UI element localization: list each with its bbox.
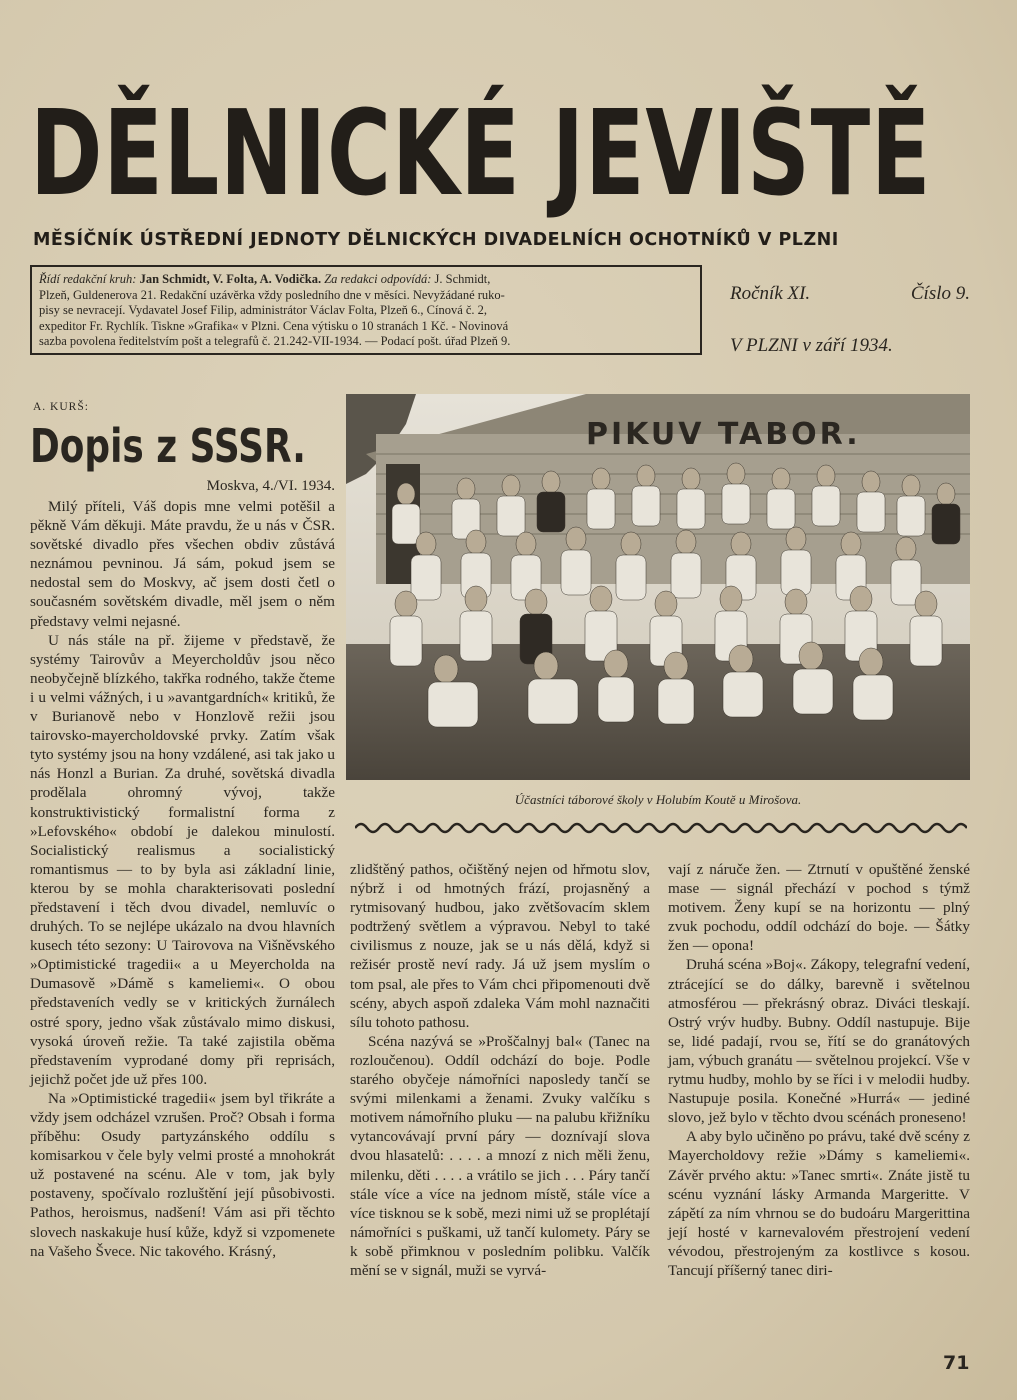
paragraph: Na »Optimistické tragedii« jsem byl třikráte a vždy jsem odcházel vzrušen. Proč? Obsah i forma příběhu: Osudy partyzánského oddílu s komisarkou v čele byly velmi prosté a mnohokrát už postavené na scénu. Ale v tom, jak byly postaveny, spočívalo rozluštění její působivosti. Pathos, heroismus, nadšení! Vám asi při těchto slovech naskakuje husí kůže, když si vzpomenete na Vašeho Švece. Nic takového. Krásný, xyxy=(30,1089,335,1260)
group-photo-image xyxy=(346,394,970,780)
paragraph: Scéna nazývá se »Proščalnyj bal« (Tanec na rozloučenou). Oddíl odchází do boje. Podle starého obyčeje námořníci naposledy tančí se svými milenkami a ženami. Zvuky valčíku s motivem námořního pluku — na palubu křižníku vytancovávají první páry — doznívají slova dvou hlasatelů: . . . . a mnozí z nich měli ženu, milenku, děti . . . . a vrátilo se jich . . . Páry tančí stále více a více na jednom místě, stále více a více tisknou se k sobě, mezi nimi už se proplétají námořníci s puškami, už tančí kulomety. Páry se k sobě přimknou v posledním polibku. Valčík mění se v signál, muži se vyrvá- xyxy=(350,1032,650,1279)
paragraph: U nás stále na př. žijeme v představě, že systémy Tairovův a Meyercholdův jsou něco neobyčejně blízkého, takřka rodného, takže čteme i u velmi vážných, i u »avantgardních« kritiků, že v Burianově nebo v Honzlově režii jsou tairovsko-mayercholdovské prvky. Zatím však tyto systémy jsou na hony vzdálené, asi tak jako u nás Honzl a Burian. Za druhé, sovětská divadla prodělala ohromný vývoj, takže konstruktivistický formalistní forma z »Lefovského« období je dalekou minulostí. Socialistický realismus a socialistický romantismus — to by byla asi základní linie, kterou by se mohla charakterisovati poslední představení i těch dvou divadel, nemluvíc o druhých. To se nejlépe ukázalo na dvou hlavních kusech této sezony: U Tairovova na Višněvského »Optimistické tragedii« a u Meyercholda na Dumasově »Dámě s kameliemi«. O obou představeních vedly se v kritických žurnálech ostré spory, jedno však zůstávalo mimo diskusi, vysoká úroveň režie. Ta také zajistila oběma představením vyprodané domy při reprisách, jejichž počet jde už přes 100. xyxy=(30,631,335,1088)
imprint-responsible-label: Za redakci odpovídá: xyxy=(324,272,432,286)
issue-volume-row xyxy=(730,283,970,305)
page-number: 71 xyxy=(943,1352,970,1374)
imprint-board-label: Řídí redakční kruh: xyxy=(39,272,137,286)
paragraph: zlidštěný pathos, očištěný nejen od hřmotu slov, nýbrž i od hmotných frází, projasněný a rytmisovaný hudbou, jako zvětšovacím sklem podtržený světlem a výpravou. Nebyl to také civilismus z nouze, jak se u nás dělá, když si režisér prostě neví rady. Já už jsem myslím o tom psal, ale přes to Vám chci připomenouti dvě scény, abych aspoň zdaleka Vám mohl naznačiti sílu tohoto pathosu. xyxy=(350,861,650,1031)
imprint-line-4: expeditor Fr. Rychlík. Tiskne »Grafika« v Plzni. Cena výtisku o 10 stranách 1 Kč. - Novinová xyxy=(39,318,509,333)
masthead-title: DĚLNICKÉ JEVIŠTĚ xyxy=(30,84,932,222)
photo-sign: PIKUV TABOR. xyxy=(586,417,861,452)
issue-volume: Ročník XI. xyxy=(730,283,811,304)
text-column-3 xyxy=(668,860,970,1280)
imprint-box xyxy=(30,265,702,355)
imprint-board: Jan Schmidt, V. Folta, A. Vodička. xyxy=(139,272,322,286)
paragraph: Milý příteli, Váš dopis mne velmi potěšil a pěkně Vám děkuji. Máte pravdu, že u nás v ČSR. sovětské divadlo přes všechen obdiv zůstává neznámou pevninou. Já sám, pokud jsem se nedostal sem do Moskvy, ač jsem dosti četl o současném sovětském divadle, měl jsem o něm představy velmi nejasné. xyxy=(30,498,335,630)
paragraph: Druhá scéna »Boj«. Zákopy, telegrafní vedení, ztrácející se do dálky, barevně i světelnou atmosférou — překrásný obraz. Diváci tleskají. Ostrý vrýv hudby. Bubny. Oddíl nastupuje. Bije se, lidé padají, rvou se, řítí se do granátových jam, výbuch granátu — světelnou projekcí. Vše v rytmu hudby, mohlo by se říci i v melodii hudby. Nastupuje posila. Konečné »Hurrá« — jediné slovo, jež bylo v těchto dvou scénách proneseno! xyxy=(668,956,970,1127)
group-photo xyxy=(346,394,970,780)
imprint-line-5: sazba povolena ředitelstvím pošt a telegrafů č. 21.242-VII-1934. — Podací pošt. úřad Plzeň 9. xyxy=(39,334,511,348)
masthead-subtitle: MĚSÍČNÍK ÚSTŘEDNÍ JEDNOTY DĚLNICKÝCH DIVADELNÍCH OCHOTNÍKŮ V PLZNI xyxy=(33,230,839,250)
imprint-responsible: J. Schmidt, xyxy=(434,272,491,286)
text-column-1 xyxy=(30,497,335,1261)
issue-number: Číslo 9. xyxy=(910,283,970,304)
imprint-line-2: Plzeň, Guldenerova 21. Redakční uzávěrka vždy posledního dne v měsíci. Nevyžádané ruko- xyxy=(39,287,505,302)
article-dateline: Moskva, 4./VI. 1934. xyxy=(206,478,335,494)
issue-place-date: V PLZNI v září 1934. xyxy=(730,335,893,356)
article-title: Dopis z SSSR. xyxy=(30,419,306,473)
imprint-line-1 xyxy=(39,272,693,288)
paragraph: A aby bylo učiněno po právu, také dvě scény z Mayercholdovy režie »Dámy s kameliemi«. Závěr prvého aktu: »Tanec smrti«. Znáte jistě tu scénu vyznání lásky Armanda Margeritte. V zápětí za ním vhrnou se do budoáru Margerittina její hosté v karnevalovém přestrojení vedení vévodou, přestrojeným za kostlivce s kosou. Tancují příšerný tanec diri- xyxy=(668,1128,970,1279)
photo-caption: Účastníci táborové školy v Holubím Koutě u Mirošova. xyxy=(514,792,802,807)
text-column-2 xyxy=(350,860,650,1280)
imprint-line-3: pisy se nevracejí. Vydavatel Josef Filip, administrátor Václav Folta, Plzeň 6., Cínová č. 2, xyxy=(39,303,488,317)
paragraph: vají z náruče žen. — Ztrnutí v opuštěné ženské mase — signál přechází v pochod s týmž motivem. Ženy kupí se na horizontu — plný zvuk pochodu, oddíl odchází do boje. — Šátky žen — opona! xyxy=(668,861,970,955)
wavy-divider xyxy=(355,818,967,838)
article-author: A. KURŠ: xyxy=(33,401,89,413)
